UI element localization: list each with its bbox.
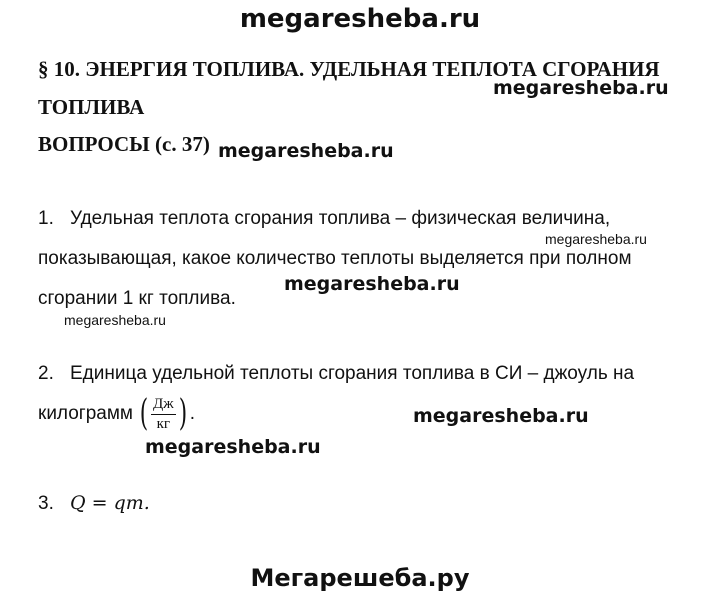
answer-number: 2. [38, 363, 54, 384]
answer-number: 3. [38, 493, 54, 514]
section-title-line1: § 10. ЭНЕРГИЯ ТОПЛИВА. УДЕЛЬНАЯ ТЕПЛОТА СГОРАНИЯ [38, 57, 660, 81]
answer-text: Единица удельной теплоты сгорания топлива в СИ – джоуль на [70, 363, 635, 384]
answer-1-line-3: сгорании 1 кг топлива. [38, 288, 236, 309]
formula: Q = qm. [70, 492, 150, 514]
answer-1-line-2: показывающая, какое количество теплоты выделяется при полном [38, 248, 632, 269]
answer-text: килограмм [38, 403, 133, 424]
answer-number: 1. [38, 208, 54, 229]
fraction-numerator: Дж [151, 396, 176, 415]
watermark-small: megaresheba.ru [545, 231, 647, 247]
watermark-overlay: megaresheba.ru [413, 405, 589, 427]
answer-text: Удельная теплота сгорания топлива – физическая величина, [70, 208, 611, 229]
watermark-overlay: megaresheba.ru [493, 77, 669, 99]
answer-text-end: . [189, 403, 195, 424]
answer-2-line-1 [38, 361, 634, 387]
watermark-small: megaresheba.ru [64, 312, 166, 328]
watermark-overlay: megaresheba.ru [145, 436, 321, 458]
fraction-denominator: кг [156, 415, 171, 432]
answer-3-line-1 [38, 490, 150, 517]
watermark-overlay: megaresheba.ru [218, 140, 394, 162]
section-subtitle: ВОПРОСЫ (с. 37) [38, 132, 210, 156]
watermark-bottom: Мегарешеба.ру [250, 564, 470, 592]
section-title-line2: ТОПЛИВА [38, 95, 145, 119]
answer-1-line-1 [38, 206, 610, 232]
watermark-overlay: megaresheba.ru [284, 273, 460, 295]
unit-fraction: ( $\frac{Дж}{кг}$ ) [139, 393, 187, 434]
answer-2-line-2 [38, 393, 195, 435]
watermark-top: megaresheba.ru [239, 4, 481, 34]
